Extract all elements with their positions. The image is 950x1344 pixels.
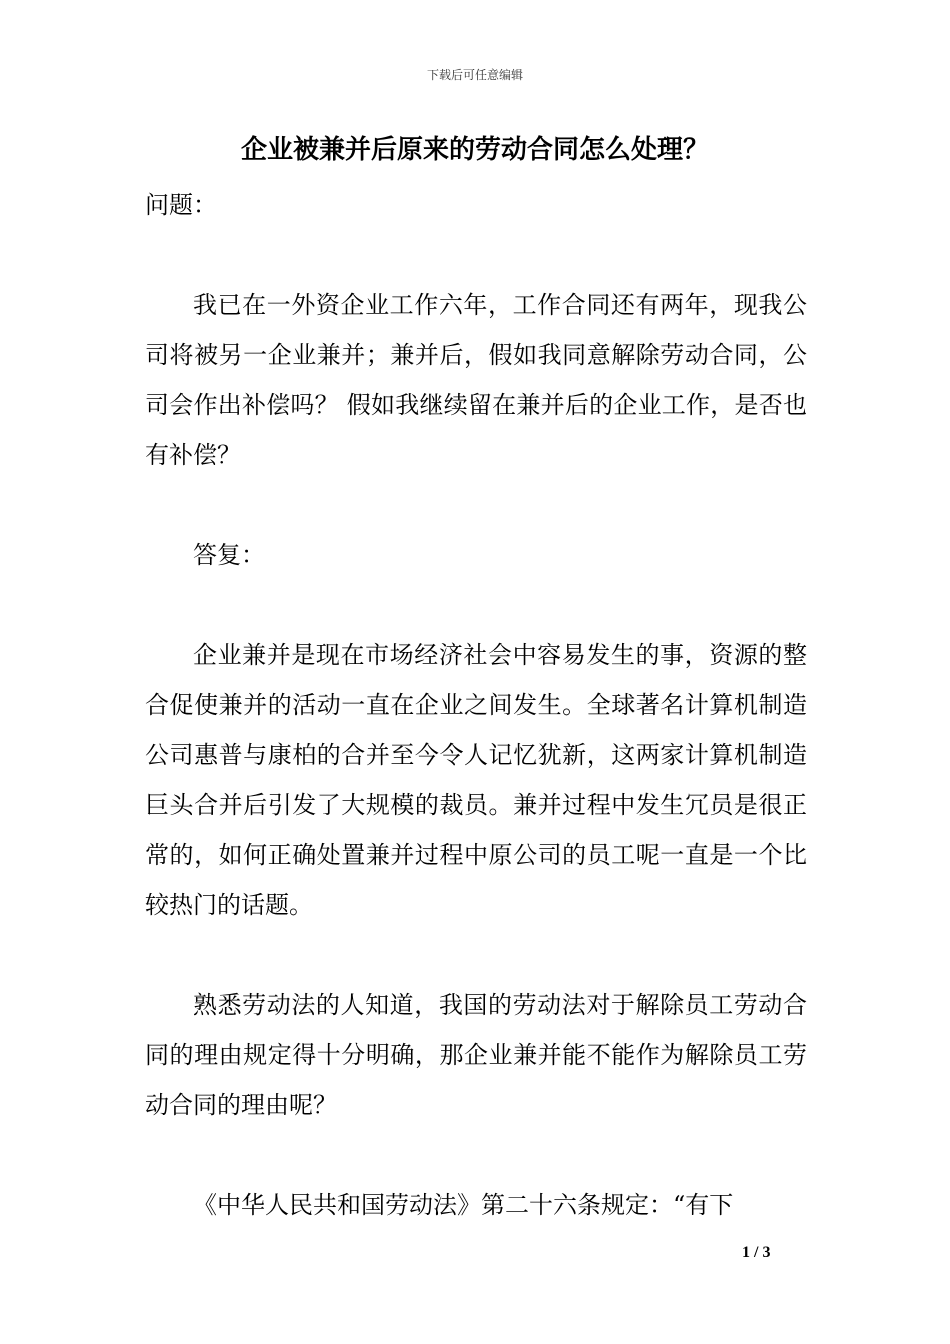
page-number: 1 / 3 xyxy=(742,1244,771,1261)
spacer xyxy=(145,1130,807,1180)
answer-paragraph-3: 《中华人民共和国劳动法》第二十六条规定：“有下 xyxy=(193,1191,734,1219)
question-paragraph: 我已在一外资企业工作六年，工作合同还有两年，现我公司将被另一企业兼并；兼并后，假如我同意解除劳动合同，公司会作出补偿吗？ 假如我继续留在兼并后的企业工作，是否也有补偿？ xyxy=(145,291,807,469)
spacer xyxy=(145,930,807,980)
spacer xyxy=(145,230,807,280)
download-note: 下载后可任意编辑 xyxy=(426,68,523,82)
answer-paragraph-2: 熟悉劳动法的人知道，我国的劳动法对于解除员工劳动合同的理由规定得十分明确，那企业兼并能不能作为解除员工劳动合同的理由呢？ xyxy=(145,991,807,1119)
document-body xyxy=(145,180,807,1230)
answer-paragraph-1: 企业兼并是现在市场经济社会中容易发生的事，资源的整合促使兼并的活动一直在企业之间发生。全球著名计算机制造公司惠普与康柏的合并至今令人记忆犹新，这两家计算机制造巨头合并后引发了大规模的裁员。兼并过程中发生冗员是很正常的，如何正确处置兼并过程中原公司的员工呢一直是一个比较热门的话题。 xyxy=(145,641,807,919)
answer-label: 答复： xyxy=(193,541,265,569)
spacer xyxy=(145,480,807,530)
document-title: 企业被兼并后原来的劳动合同怎么处理？ xyxy=(240,135,709,165)
question-label: 问题： xyxy=(145,191,217,219)
spacer xyxy=(145,580,807,630)
